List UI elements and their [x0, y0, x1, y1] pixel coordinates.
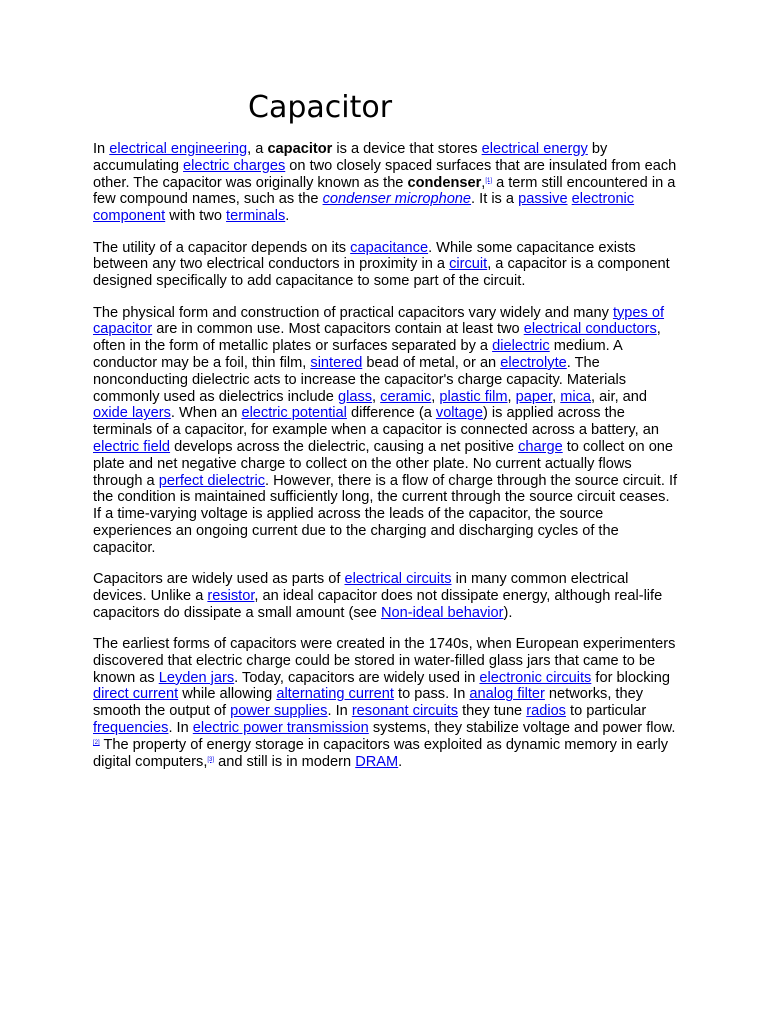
text-run: to pass. In	[393, 686, 470, 703]
paragraph	[93, 636, 681, 770]
wiki-link[interactable]: Leyden jars	[158, 669, 235, 686]
wiki-link[interactable]: electronic circuits	[479, 669, 592, 686]
wiki-link[interactable]: capacitance	[350, 239, 429, 256]
text-run: The earliest forms of capacitors were created in the 1740s, when European experimenters discovered that electric charge could be stored in water-filled glass jars that came to be known as	[93, 636, 676, 686]
wiki-link[interactable]: power supplies	[230, 703, 328, 720]
text-run: , a	[247, 141, 268, 157]
wiki-link[interactable]: resistor	[207, 587, 255, 604]
wiki-link[interactable]: electrical conductors	[523, 321, 657, 338]
text-run: , often in the form of metallic plates or surfaces separated by a	[93, 321, 661, 355]
text-run: , an ideal capacitor does not dissipate energy, although real-life capacitors do dissipate a small amount (see	[93, 587, 663, 621]
wiki-link[interactable]: direct current	[93, 686, 179, 703]
text-run: and still is in modern	[214, 753, 356, 770]
text-run: ).	[503, 604, 513, 621]
wiki-link[interactable]: mica	[560, 388, 592, 405]
wiki-link[interactable]: alternating current	[276, 686, 394, 703]
text-run: by accumulating	[93, 141, 608, 174]
text-run: to particular	[565, 703, 647, 720]
text-run: to collect on one plate and net negative charge to collect on the other plate. No current actually flows through a	[93, 438, 674, 489]
wiki-link[interactable]: sintered	[310, 354, 363, 371]
bold-term: capacitor	[267, 141, 333, 157]
paragraph	[93, 571, 681, 621]
text-run: in many common electrical devices. Unlike a	[93, 571, 629, 604]
wiki-link[interactable]: electrical engineering	[109, 141, 248, 157]
wiki-link[interactable]: condenser microphone	[322, 191, 472, 208]
text-run: ,	[431, 388, 440, 405]
text-run: systems, they stabilize voltage and power flow.	[368, 720, 676, 737]
text-run: ,	[507, 388, 516, 405]
wiki-link[interactable]: DRAM	[355, 753, 399, 770]
wiki-link[interactable]: terminals	[226, 208, 286, 225]
text-run: , air, and	[591, 388, 648, 405]
text-run: The physical form and construction of practical capacitors vary widely and many	[93, 304, 613, 321]
wiki-link[interactable]: plastic film	[439, 388, 508, 405]
text-run: with two	[165, 208, 227, 225]
text-run: .	[398, 753, 403, 770]
wiki-link[interactable]: ceramic	[380, 388, 432, 405]
wiki-link[interactable]: types of capacitor	[93, 304, 665, 338]
article-title: Capacitor	[248, 90, 393, 125]
wiki-link[interactable]: resonant circuits	[351, 703, 459, 720]
text-run: medium. A conductor may be a foil, thin film,	[93, 338, 622, 371]
paragraph	[93, 141, 681, 225]
wiki-link[interactable]: analog filter	[469, 686, 545, 703]
text-run: while allowing	[178, 686, 277, 703]
text-run: .	[285, 208, 290, 225]
wiki-link[interactable]: electronic component	[93, 191, 635, 225]
wiki-link[interactable]: electrical energy	[481, 141, 588, 157]
citation-link[interactable]: [3]	[207, 756, 215, 763]
wiki-link[interactable]: electric potential	[241, 405, 347, 422]
text-run: are in common use. Most capacitors contain at least two	[152, 321, 524, 338]
text-run: networks, they smooth the output of	[93, 686, 644, 720]
wiki-link[interactable]: glass	[337, 388, 373, 405]
text-run: . In	[327, 703, 352, 720]
wiki-link[interactable]: electrical circuits	[344, 571, 452, 588]
wiki-link[interactable]: charge	[518, 438, 563, 455]
text-run: Capacitors are widely used as parts of	[93, 571, 345, 588]
text-run: . However, there is a flow of charge through the source circuit. If the condition is maintained sufficiently long, the current through the source circuit ceases. If a time-varying voltage is applied across the leads of the capacitor, the source experiences an ongoing current due to the charging and discharging cycles of the capacitor.	[93, 472, 678, 556]
text-run: . In	[168, 720, 193, 737]
wiki-link[interactable]: perfect dielectric	[158, 472, 265, 489]
text-run: , a capacitor is a component designed specifically to add capacitance to some part of the circuit.	[93, 256, 670, 290]
text-run: ,	[481, 174, 486, 191]
paragraph	[93, 305, 681, 557]
text-run: ) is applied across the terminals of a capacitor, for example when a capacitor is connected across a battery, an	[93, 405, 659, 439]
wiki-link[interactable]: paper	[515, 388, 553, 405]
article-body	[93, 141, 681, 785]
text-run: a term still encountered in a few compound names, such as the	[93, 174, 676, 208]
text-run: . It is a	[471, 191, 519, 208]
wiki-link[interactable]: dielectric	[492, 338, 550, 355]
wiki-link[interactable]: radios	[526, 703, 566, 720]
text-run: ,	[552, 388, 561, 405]
paragraph	[93, 240, 681, 290]
text-run: bead of metal, or an	[362, 354, 501, 371]
text-run: they tune	[458, 703, 527, 720]
text-run: difference (a	[346, 405, 436, 422]
wiki-link[interactable]: electric charges	[183, 157, 286, 174]
wiki-link[interactable]: circuit	[449, 256, 488, 273]
wiki-link[interactable]: electrolyte	[500, 354, 567, 371]
text-run: is a device that stores	[332, 141, 482, 157]
text-run: In	[93, 141, 110, 157]
text-run: . The nonconducting dielectric acts to increase the capacitor's charge capacity. Materials commonly used as dielectrics include	[93, 354, 627, 405]
wiki-link[interactable]: electric power transmission	[192, 720, 369, 737]
text-run: on two closely spaced surfaces that are insulated from each other. The capacitor was originally known as the	[93, 157, 677, 191]
wiki-link[interactable]: oxide layers	[93, 405, 171, 422]
citation-link[interactable]: [1]	[485, 177, 493, 184]
wiki-link[interactable]: electric field	[93, 438, 171, 455]
text-run: . While some capacitance exists between any two electrical conductors in proximity in a	[93, 239, 636, 273]
wiki-link[interactable]: passive	[518, 191, 568, 208]
text-run: . When an	[170, 405, 242, 422]
wiki-link[interactable]: Non-ideal behavior	[380, 604, 504, 621]
wiki-link[interactable]: frequencies	[93, 720, 169, 737]
text-run: ,	[372, 388, 381, 405]
text-run: develops across the dielectric, causing a net positive	[170, 438, 519, 455]
text-run: . Today, capacitors are widely used in	[234, 669, 480, 686]
text-run: for blocking	[591, 669, 671, 686]
bold-term: condenser	[407, 174, 482, 191]
wiki-link[interactable]: voltage	[435, 405, 483, 422]
citation-link[interactable]: [2]	[93, 739, 100, 746]
text-run: The utility of a capacitor depends on its	[93, 239, 351, 256]
text-run: The property of energy storage in capacitors was exploited as dynamic memory in early digital computers,	[93, 736, 669, 770]
